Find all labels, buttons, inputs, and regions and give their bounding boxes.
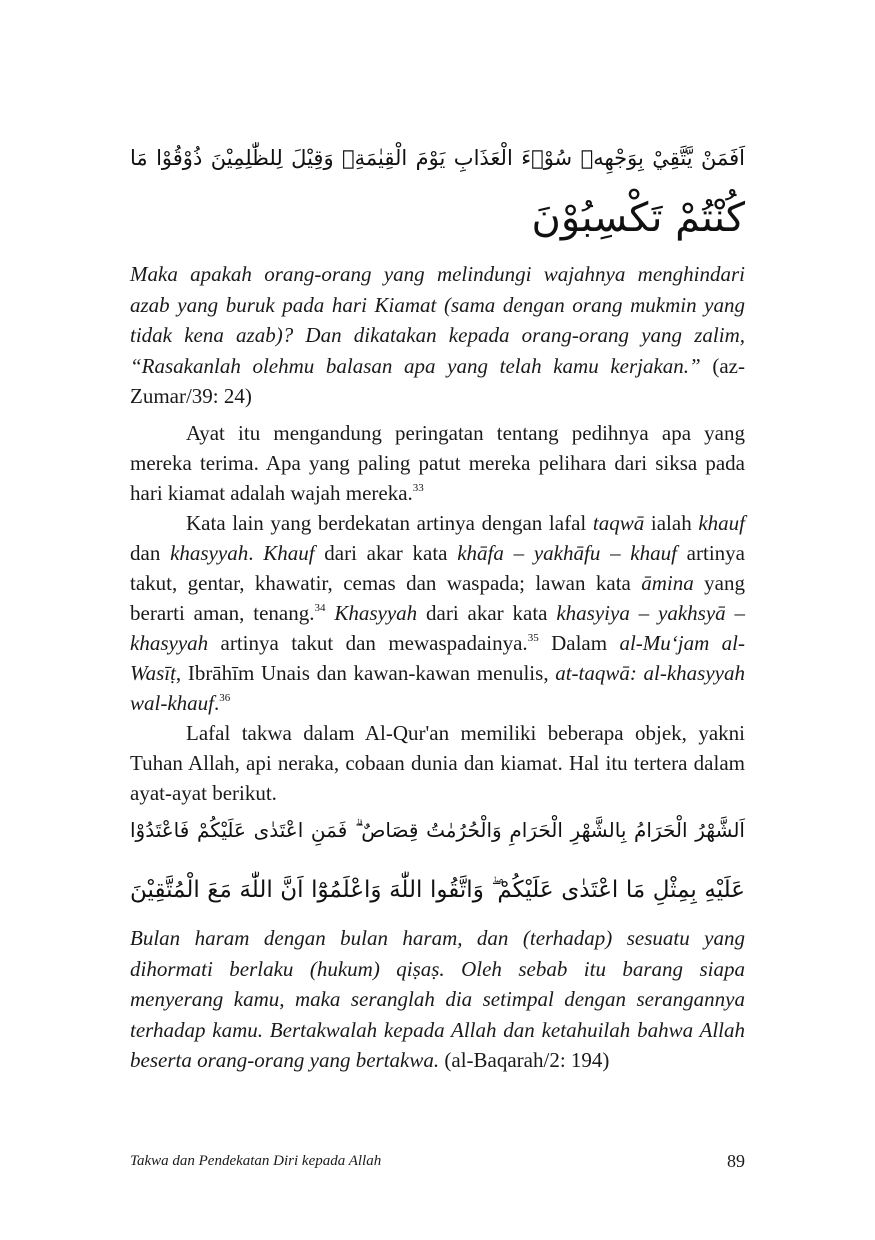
text-run: Kata lain yang berdekatan artinya dengan lafal: [186, 511, 593, 535]
italic-term: khauf: [698, 511, 746, 535]
paragraph-text: Ayat itu mengandung peringatan tentang pedihnya apa yang mereka terima. Apa yang paling patut mereka pelihara dari siksa pada hari kiamat adalah wajah mereka.: [130, 421, 745, 505]
text-run: .: [248, 541, 264, 565]
arabic-verse-az-zumar-24: [130, 128, 745, 248]
italic-term: khasyyah: [170, 541, 249, 565]
text-run: , Ibrāhīm Unais dan kawan-kawan menulis,: [175, 661, 556, 685]
translation-text: Bulan haram dengan bulan haram, dan (terhadap) sesuatu yang dihormati berlaku (hukum) qiṣaṣ. Oleh sebab itu barang siapa menyerang kamu, maka seranglah dia setimpal dengan serangannya terhadap kamu. Bertakwalah kepada Allah dan ketahuilah bahwa Allah beserta orang-orang yang bertakwa.: [130, 926, 745, 1072]
italic-term: khasyiya – yakhsyā – khasyyah: [130, 601, 746, 655]
verse-reference: (al-Baqarah/2: 194): [444, 1048, 610, 1072]
footnote-ref: 36: [219, 692, 231, 704]
text-run: ialah: [644, 511, 699, 535]
page-number: 89: [727, 1151, 745, 1171]
arabic-line: عَلَيْهِ بِمِثْلِ مَا اعْتَدٰى عَلَيْكُمْ ۖ وَاتَّقُوا اللّٰهَ وَاعْلَمُوْٓا اَنَّ اللّٰهَ مَعَ الْمُتَّقِيْنَ: [130, 877, 745, 903]
italic-term: āmina: [641, 571, 694, 595]
text-run: dari akar kata: [314, 541, 458, 565]
arabic-line: اَلشَّهْرُ الْحَرَامُ بِالشَّهْرِ الْحَرَامِ وَالْحُرُمٰتُ قِصَاصٌ ۗ فَمَنِ اعْتَدٰى عَلَيْكُمْ فَاعْتَدُوْا: [130, 818, 745, 842]
paragraph-text: Lafal takwa dalam Al-Qur'an memiliki beberapa objek, yakni Tuhan Allah, api neraka, cobaan dunia dan kiamat. Hal itu tertera dalam ayat-ayat berikut.: [130, 721, 745, 805]
arabic-line: كُنْتُمْ تَكْسِبُوْنَ: [531, 195, 745, 241]
text-run: yang berarti aman, tenang.: [130, 571, 745, 625]
text-run: .: [214, 691, 220, 715]
translation-text: Maka apakah orang-orang yang melindungi wajahnya menghindari azab yang buruk pada hari Kiamat (sama dengan orang mukmin yang tidak kena azab)? Dan dikatakan kepada orang-orang yang zalim, “Rasakanlah olehmu balasan apa yang telah kamu kerjakan.”: [130, 262, 745, 378]
text-run: [325, 601, 334, 625]
italic-term: at-taqwā: al-khasyyah wal-khauf: [130, 661, 745, 715]
italic-term: khāfa – yakhāfu – khauf: [457, 541, 677, 565]
paragraph: [130, 418, 745, 508]
text-run: dari akar kata: [417, 601, 557, 625]
arabic-line: اَفَمَنْ يَّتَّقِيْ بِوَجْهِهٖ سُوْۤءَ الْعَذَابِ يَوْمَ الْقِيٰمَةِۗ وَقِيْلَ لِلظّٰلِمِيْنَ ذُوْقُوْا مَا: [130, 146, 745, 170]
text-run: dan: [130, 541, 171, 565]
text-run: Dalam: [538, 631, 620, 655]
verse-translation-2: [130, 923, 745, 1076]
footnote-ref: 35: [527, 632, 539, 644]
footnote-ref: 34: [314, 602, 326, 614]
text-run: artinya takut, gentar, khawatir, cemas dan waspada; lawan kata: [130, 541, 745, 595]
arabic-verse-al-baqarah-194: [130, 800, 745, 920]
verse-reference: (az-Zumar/39: 24): [130, 353, 745, 408]
text-run: artinya takut dan mewaspadainya.: [208, 631, 528, 655]
footnote-ref: 33: [412, 482, 424, 494]
italic-term: taqwā: [592, 511, 645, 535]
running-footer-title: Takwa dan Pendekatan Diri kepada Allah: [130, 1153, 382, 1169]
paragraph: [130, 718, 745, 808]
italic-term: Khauf: [263, 541, 315, 565]
italic-term: Khasyyah: [334, 601, 418, 625]
paragraph: [130, 508, 745, 718]
italic-term: al-Mu‘jam al-Wasīṭ: [130, 631, 745, 685]
body-text: [130, 418, 745, 808]
verse-translation-1: [130, 259, 745, 412]
